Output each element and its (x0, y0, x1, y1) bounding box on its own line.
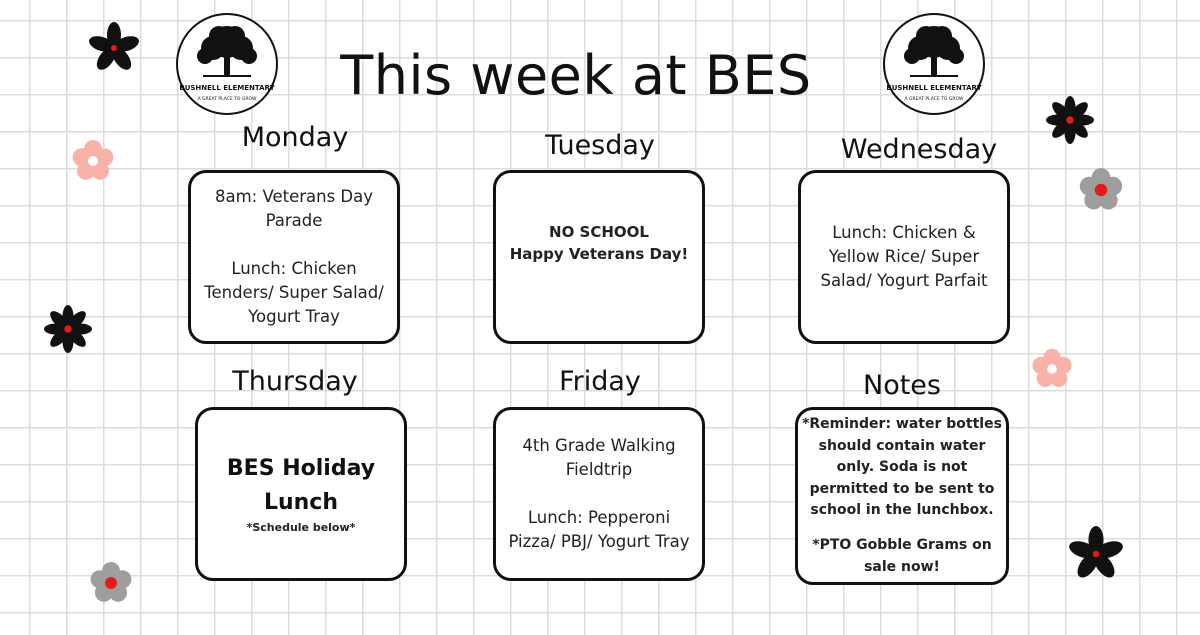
monday-event: 8am: Veterans Day Parade (214, 187, 374, 230)
tuesday-holiday: Happy Veterans Day! (509, 245, 689, 263)
flower-icon (1075, 164, 1127, 216)
card-tuesday (493, 170, 705, 344)
thursday-event: BES Holiday Lunch (226, 456, 376, 515)
thursday-schedule-note: *Schedule below* (246, 521, 356, 534)
card-friday (493, 407, 705, 581)
flower-icon (68, 136, 118, 186)
flower-icon (1068, 526, 1124, 582)
flower-icon (1028, 345, 1076, 393)
logo-tagline: A GREAT PLACE TO GROW (197, 97, 257, 102)
notes-reminder: *Reminder: water bottles should contain water only. Soda is not permitted to be sent to school in the lunchbox. (802, 416, 1002, 518)
friday-lunch: Lunch: Pepperoni Pizza/ PBJ/ Yogurt Tray (508, 508, 690, 551)
card-thursday (195, 407, 407, 581)
flower-icon (86, 558, 136, 608)
logo-tagline: A GREAT PLACE TO GROW (904, 97, 964, 102)
heading-monday: Monday (241, 122, 349, 153)
heading-thursday: Thursday (232, 366, 358, 397)
heading-friday: Friday (559, 366, 641, 397)
logo-name: BUSHNELL ELEMENTARY (179, 84, 275, 92)
notes-pto: *PTO Gobble Grams on sale now! (812, 537, 992, 575)
page-title: This week at BES (340, 44, 812, 107)
tuesday-no-school: NO SCHOOL (549, 223, 649, 241)
wednesday-lunch: Lunch: Chicken & Yellow Rice/ Super Salad/ Yogurt Parfait (820, 223, 988, 290)
heading-wednesday: Wednesday (840, 134, 998, 165)
card-monday (188, 170, 400, 344)
card-notes (795, 407, 1009, 585)
friday-event: 4th Grade Walking Fieldtrip (522, 436, 676, 479)
school-logo-left (175, 12, 279, 116)
heading-tuesday: Tuesday (545, 130, 655, 161)
school-logo-right (882, 12, 986, 116)
flower-icon (88, 22, 140, 74)
card-wednesday (798, 170, 1010, 344)
logo-name: BUSHNELL ELEMENTARY (886, 84, 982, 92)
monday-lunch: Lunch: Chicken Tenders/ Super Salad/ Yogurt Tray (204, 259, 384, 326)
heading-notes: Notes (863, 370, 941, 401)
flower-icon (1046, 96, 1094, 144)
flower-icon (44, 305, 92, 353)
